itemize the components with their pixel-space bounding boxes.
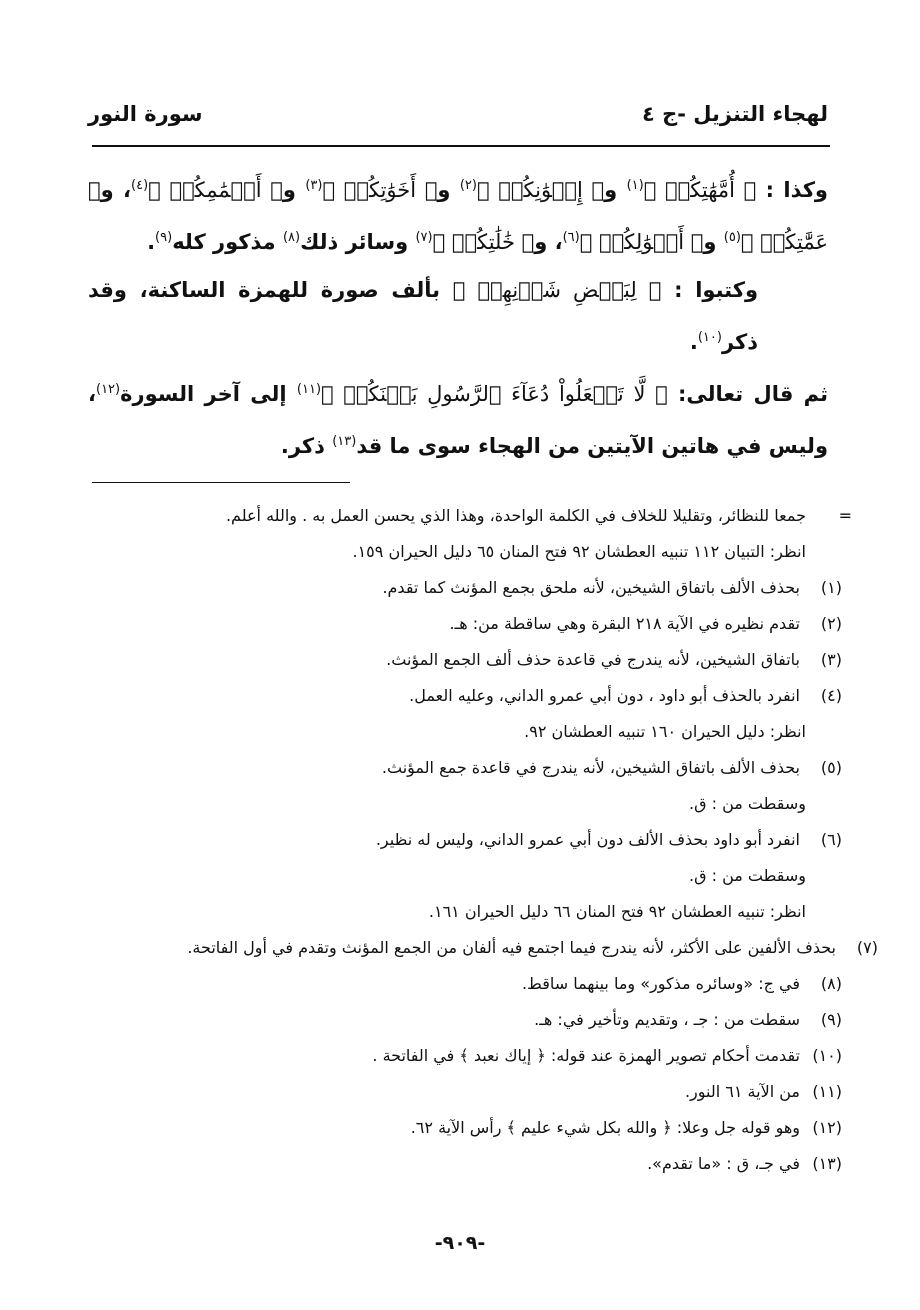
footnote-number: (٤) (820, 686, 842, 705)
quran-word: ﴿ أَخۡوَٰلِكُمۡ ﴾ (579, 230, 704, 254)
text: إلى آخر السورة (120, 382, 297, 406)
text: و (437, 178, 460, 202)
paragraph-2 (88, 266, 828, 366)
footnote-number: (٥) (820, 758, 842, 777)
footnote-5-continuation (108, 786, 842, 822)
quran-verse: ﴿ لَّا تَجۡعَلُواْ دُعَآءَ ٱلرَّسُولِ بَيۡنَكُمۡ ﴾ (321, 382, 668, 406)
text: ، وليس في هاتين الآيتين من الهجاء سوى ما قد (88, 382, 828, 458)
footnote-text: من الآية ٦١ النور. (684, 1082, 800, 1101)
footnote-2 (108, 606, 842, 642)
paragraph-3 (88, 366, 828, 470)
footnote-text: انظر: دليل الحيران ١٦٠ تنبيه العطشان ٩٢. (524, 722, 806, 741)
footnote-ref: (٩) (155, 230, 173, 245)
footnote-number: (٩) (820, 1010, 842, 1029)
text: و (604, 178, 627, 202)
text: ذكر. (280, 434, 333, 458)
footnote-text: انفرد أبو داود بحذف الألف دون أبي عمرو الداني، وليس له نظير. (375, 830, 800, 849)
footnote-ref: (١) (626, 178, 644, 193)
footnote-6-continuation (108, 858, 842, 894)
footnote-text: باتفاق الشيخين، لأنه يندرج في قاعدة حذف ألف الجمع المؤنث. (386, 650, 800, 669)
footnotes (108, 498, 878, 1182)
footnote-1 (108, 570, 842, 606)
footnote-text: في جـ، ق : «ما تقدم». (647, 1154, 800, 1173)
footnote-number: (٣) (820, 650, 842, 669)
footnote-ref: (٧) (415, 230, 433, 245)
footnote-text: في ج: «وسائره مذكور» وما بينهما ساقط. (521, 974, 800, 993)
footnote-ref: (١٣) (332, 434, 357, 449)
running-title: لهجاء التنزيل -ج ٤ (641, 102, 828, 126)
quran-word: ﴿ أُمَّهَٰتِكُمۡ ﴾ (643, 178, 757, 202)
footnote-12 (108, 1110, 842, 1146)
page-number: -٩٠٩- (434, 1232, 486, 1254)
footnote-text: تقدمت أحكام تصوير الهمزة عند قوله: ﴿ إياك نعبد ﴾ في الفاتحة . (372, 1046, 800, 1065)
footnote-continuation (108, 534, 842, 570)
footnote-text: بحذف الألفين على الأكثر، لأنه يندرج فيما اجتمع فيه ألفان من الجمع المؤنث وتقدم في أول الفاتحة. (187, 938, 836, 957)
footnote-ref: (١٠) (697, 330, 722, 345)
page-header (88, 96, 828, 136)
footnote-text: انظر: التبيان ١١٢ تنبيه العطشان ٩٢ فتح المنان ٦٥ دليل الحيران ١٥٩. (352, 542, 806, 561)
footnote-text: بحذف الألف باتفاق الشيخين، لأنه يندرج في قاعدة جمع المؤنث. (381, 758, 800, 777)
quran-word: ﴿ إِخۡوَٰنِكُمۡ ﴾ (476, 178, 605, 202)
text: . (147, 230, 156, 254)
footnote-ref: (١٢) (95, 382, 121, 397)
footnote-ref: (١١) (296, 382, 322, 397)
text: وكذا : (756, 178, 828, 202)
footnote-number: (١٢) (812, 1118, 842, 1137)
footnote-ref: (٦) (562, 230, 580, 245)
footnote-text: وهو قوله جل وعلا: ﴿ والله بكل شيء عليم ﴾ رأس الآية ٦٢. (410, 1118, 800, 1137)
footnote-ref: (٢) (459, 178, 477, 193)
text: ثم قال تعالى: (667, 382, 829, 406)
footnote-text: تقدم نظيره في الآية ٢١٨ البقرة وهي ساقطة من: هـ. (449, 614, 800, 633)
paragraph-1 (88, 162, 828, 266)
surah-name: سورة النور (88, 102, 203, 126)
text: . (689, 330, 698, 354)
footnote-4-continuation (108, 714, 842, 750)
footnote-5 (108, 750, 842, 786)
footnote-text: سقطت من : جـ ، وتقديم وتأخير في: هـ. (534, 1010, 800, 1029)
quran-word: ﴿ عَمَّٰتِكُمۡ ﴾ (88, 178, 828, 254)
footnote-number: (٢) (820, 614, 842, 633)
footnote-number: (٦) (820, 830, 842, 849)
text: و (282, 178, 306, 202)
footnote-4 (108, 678, 842, 714)
footnote-number: (١٠) (812, 1046, 842, 1065)
footnote-11 (108, 1074, 842, 1110)
footnote-8 (108, 966, 842, 1002)
header-divider (92, 145, 830, 147)
text: و (703, 230, 724, 254)
continuation-mark: = (838, 506, 852, 525)
footnote-number: (٨) (820, 974, 842, 993)
footnote-9 (108, 1002, 842, 1038)
footnote-divider (92, 482, 350, 483)
footnote-continuation (108, 498, 852, 534)
footnote-text: جمعا للنظائر، وتقليلا للخلاف في الكلمة الواحدة، وهذا الذي يحسن العمل به . والله أعلم. (225, 506, 806, 525)
text: وسائر ذلك (300, 230, 416, 254)
footnote-text: انفرد بالحذف أبو داود ، دون أبي عمرو الداني، وعليه العمل. (409, 686, 800, 705)
text: ، و (534, 230, 563, 254)
footnote-ref: (٤) (131, 178, 149, 193)
footnote-text: بحذف الألف باتفاق الشيخين، لأنه ملحق بجمع المؤنث كما تقدم. (382, 578, 800, 597)
quran-word: ﴿ لِبَعۡضِ شَأۡنِهِمۡ ﴾ (452, 278, 662, 302)
quran-word: ﴿ أَعۡمَٰمِكُمۡ ﴾ (148, 178, 283, 202)
footnote-3 (108, 642, 842, 678)
main-text (88, 162, 828, 470)
footnote-10 (108, 1038, 842, 1074)
text: مذكور كله (172, 230, 283, 254)
text: بألف صورة للهمزة الساكنة، وقد ذكر (88, 278, 758, 354)
footnote-ref: (٥) (723, 230, 741, 245)
footnote-ref: (٨) (282, 230, 301, 245)
footnote-6-continuation (108, 894, 842, 930)
footnote-text: وسقطت من : ق. (689, 866, 806, 885)
footnote-text: انظر: تنبيه العطشان ٩٢ فتح المنان ٦٦ دليل الحيران ١٦١. (428, 902, 806, 921)
footnote-number: (٧) (856, 938, 878, 957)
footnote-7 (108, 930, 878, 966)
footnote-13 (108, 1146, 842, 1182)
quran-word: ﴿ أَخَوَٰتِكُمۡ ﴾ (322, 178, 438, 202)
footnote-text: وسقطت من : ق. (689, 794, 806, 813)
quran-word: ﴿ خَٰلَٰتِكُمۡ ﴾ (432, 230, 535, 254)
footnote-ref: (٣) (305, 178, 323, 193)
footnote-number: (١٣) (812, 1154, 842, 1173)
text: وكتبوا : (661, 278, 758, 302)
footnote-6 (108, 822, 842, 858)
text: ، و (100, 178, 131, 202)
footnote-number: (١١) (812, 1082, 842, 1101)
footnote-number: (١) (820, 578, 842, 597)
